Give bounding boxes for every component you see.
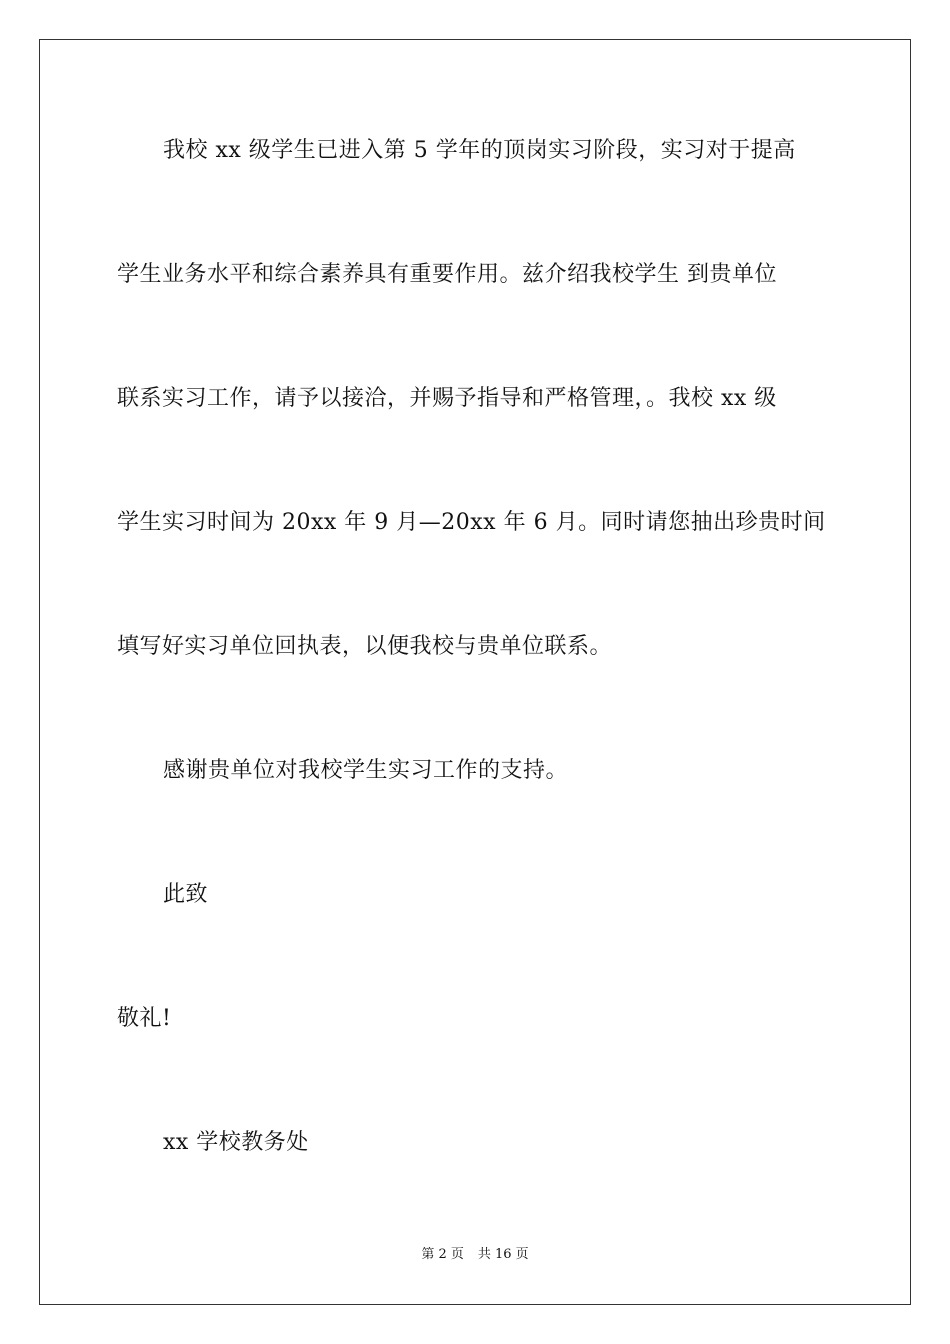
paragraph-line-4: 学生实习时间为 20xx 年 9 月—20xx 年 6 月。同时请您抽出珍贵时间 [117, 510, 826, 535]
page-total: 共 16 页 [477, 1247, 529, 1262]
paragraph-line-2: 学生业务水平和综合素养具有重要作用。兹介绍我校学生 到贵单位 [117, 262, 777, 287]
paragraph-line-1: 我校 xx 级学生已进入第 5 学年的顶岗实习阶段，实习对于提高 [163, 138, 796, 163]
page-number: 第 2 页 [421, 1247, 464, 1262]
signature-line: xx 学校教务处 [163, 1130, 309, 1155]
paragraph-line-3: 联系实习工作，请予以接洽，并赐予指导和严格管理，。我校 xx 级 [117, 386, 777, 411]
paragraph-line-5: 填写好实习单位回执表，以便我校与贵单位联系。 [117, 634, 613, 659]
page-border [39, 39, 911, 1305]
salutation-line: 敬礼! [117, 1006, 172, 1031]
thanks-line: 感谢贵单位对我校学生实习工作的支持。 [163, 758, 569, 783]
page-footer [0, 1246, 950, 1264]
closing-line: 此致 [163, 882, 209, 907]
